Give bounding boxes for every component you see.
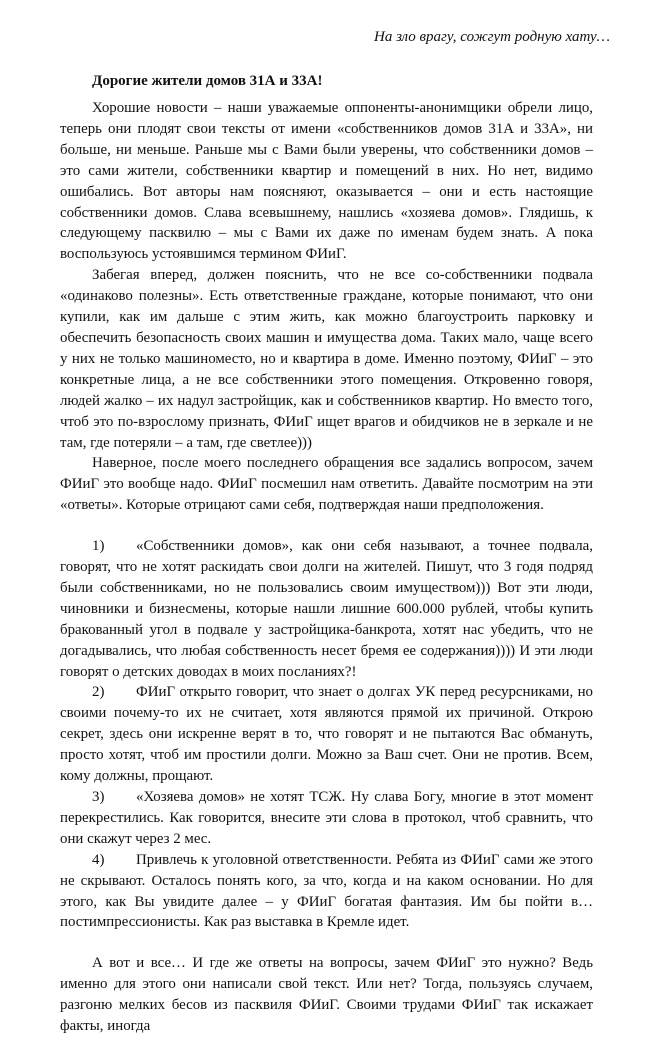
numbered-list <box>60 536 593 933</box>
list-item-text: Привлечь к уголовной ответственности. Ребята из ФИиГ сами же этого не скрывают. Осталось понять кого, за что, когда и на каком основании. Но для этого, как Вы увидите далее – у ФИиГ богатая фантазия. Им бы пойти в… постимпрессионисты. Как раз выставка в Кремле идет. <box>60 851 593 931</box>
letter-body <box>60 98 593 1037</box>
paragraph-closing: А вот и все… И где же ответы на вопросы, зачем ФИиГ это нужно? Ведь именно для этого они написали свой текст. Или нет? Тогда, пользуясь случаем, разгоню мелких бесов из пасквиля ФИиГ. Своими трудами ФИиГ так искажает факты, иногда <box>60 955 593 1035</box>
list-item-number: 3) <box>92 789 105 805</box>
list-item-text: «Хозяева домов» не хотят ТСЖ. Ну слава Богу, многие в этот момент перекрестились. Как говорится, внесите эти слова в протокол, чтоб сравнить, что они скажут через 2 мес. <box>60 789 593 847</box>
paragraph-intro: Хорошие новости – наши уважаемые оппоненты-анонимщики обрели лицо, теперь они плодят свои тексты от имени «собственников домов 31А и 33А», ни больше, ни меньше. Раньше мы с Вами были уверены, что собственники домов – это сами жители, собственники квартир и помещений в них. Но нет, видимо ошибались. Вот авторы нам поясняют, оказывается – они и есть настоящие собственники домов. Слава всевышнему, нашлись «хозяева домов». Глядишь, к следующему пасквилю – мы с Вами их даже по именам будем знать. А пока воспользуюсь устоявшимся термином ФИиГ. <box>60 100 593 263</box>
paragraph-question: Наверное, после моего последнего обращения все задались вопросом, зачем ФИиГ это вообще надо. ФИиГ посмешил нам ответить. Давайте посмотрим на эти «ответы». Которые отрицают сами себя, подтверждая наши предположения. <box>60 455 593 514</box>
paragraph-context: Забегая вперед, должен пояснить, что не все со-собственники подвала «одинаково полезны». Есть ответственные граждане, которые понимают, что они купили, как им дальше с этим жить, как можно благоустроить парковку и обеспечить безопасность своих машин и имущества дома. Таких мало, чаще всего у них не только машиноместо, но и квартира в доме. Именно поэтому, ФИиГ – это конкретные лица, а не все собственники этого помещения. Откровенно говоря, людей жалко – их надул застройщик, как и собственников квартир. Но вместо того, чтоб это по-взрослому признать, ФИиГ ищет врагов и обидчиков не в зеркале и не там, где потеряли – а там, где светлее))) <box>60 267 593 451</box>
list-item <box>60 682 593 787</box>
list-item-number: 1) <box>92 538 105 555</box>
list-item <box>60 536 593 682</box>
list-item-number: 4) <box>92 851 105 868</box>
list-item <box>60 787 593 850</box>
letter-heading: Дорогие жители домов 31А и 33А! <box>92 73 323 89</box>
list-item-number: 2) <box>92 684 105 701</box>
list-item-text: «Собственники домов», как они себя называют, а точнее подвала, говорят, что не хотят раскидать свои долги на жителей. Пишут, что 3 годя подряд были собственниками, но не пользовались своим имуществом))) Вот эти люди, чиновники и бизнесмены, которые нашли лишние 600.000 рублей, чтобы купить бракованный угол в подвале у застройщика-банкрота, хотят нас убедить, что не догадывались, что любая собственность несет бремя ее содержания)))) И эти люди говорят о детских доводах в моих посланиях?! <box>60 538 593 680</box>
list-item <box>60 850 593 934</box>
list-item-text: ФИиГ открыто говорит, что знает о долгах УК перед ресурсниками, но своими почему-то их не считает, хотя являются прямой их причиной. Открою секрет, здесь они искренне верят в то, что говорят и не пытаются Вас обмануть, просто хотят, чтоб им простили долги. Можно за Ваш счет. Они не против. Всем, кому должны, прощают. <box>60 684 593 785</box>
epigraph: На зло врагу, сожгут родную хату… <box>374 29 610 45</box>
